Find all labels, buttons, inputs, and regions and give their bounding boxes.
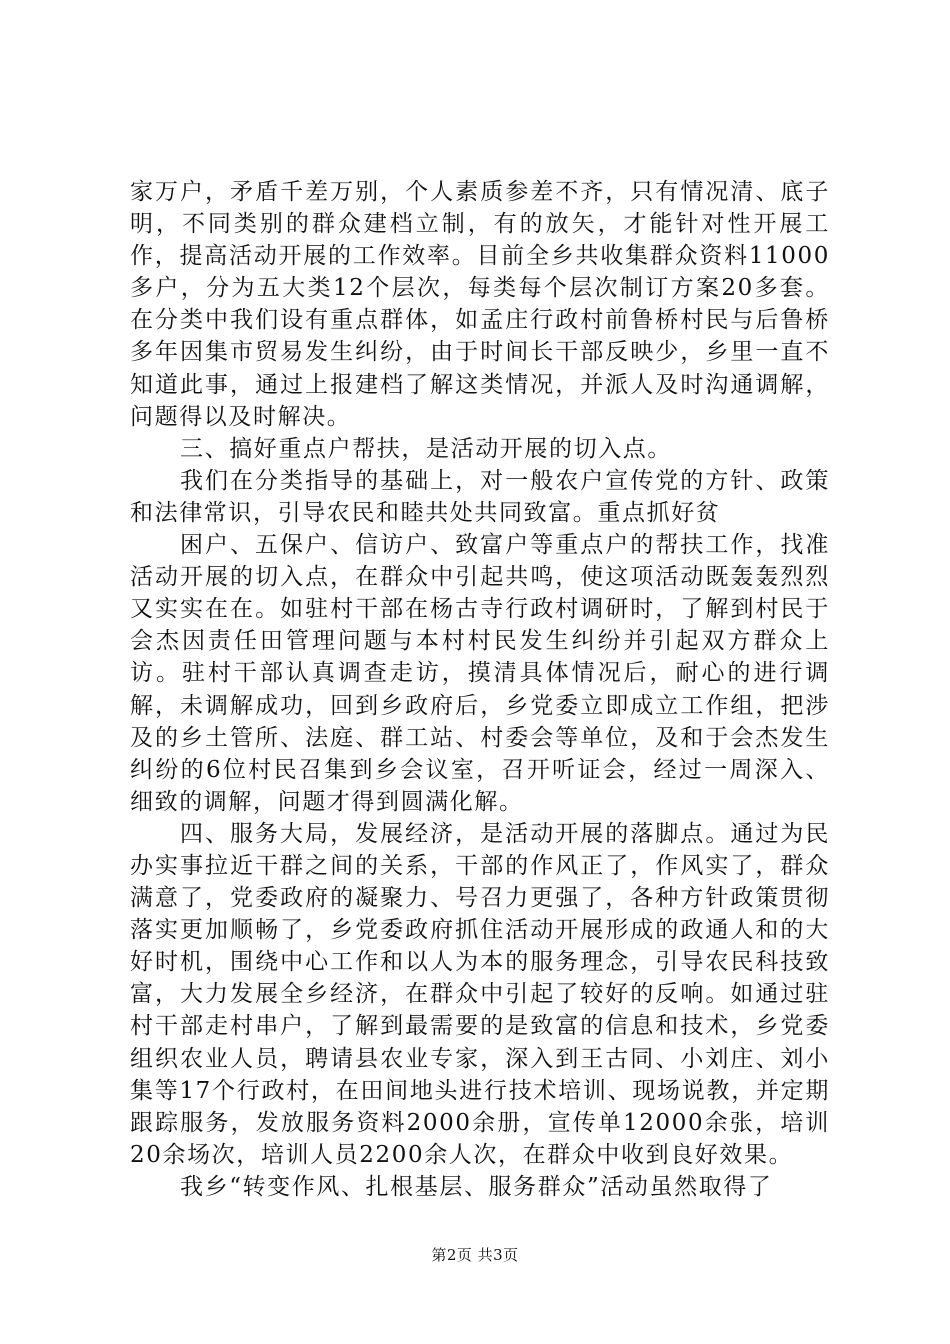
- document-body: [130, 176, 830, 1203]
- paragraph-key-households: 困户、五保户、信访户、致富户等重点户的帮扶工作，找准活动开展的切入点，在群众中引起共鸣，使这项活动既轰轰烈烈又实实在在。如驻村干部在杨古寺行政村调研时，了解到村民于会杰因责任田管理问题与本村村民发生纠纷并引起双方群众上访。驻村干部认真调查走访，摸清具体情况后，耐心的进行调解，未调解成功，回到乡政府后，乡党委立即成立工作组，把涉及的乡土管所、法庭、群工站、村委会等单位，及和于会杰发生纠纷的6位村民召集到乡会议室，召开听证会，经过一周深入、细致的调解，问题才得到圆满化解。: [130, 532, 830, 815]
- paragraph-conclusion-start: 我乡“转变作风、扎根基层、服务群众”活动虽然取得了: [180, 1173, 773, 1200]
- paragraph-continuation: 家万户，矛盾千差万别，个人素质参差不齐，只有情况清、底子明，不同类别的群众建档立制，有的放矢，才能针对性开展工作，提高活动开展的工作效率。目前全乡共收集群众资料11000多户，分为五大类12个层次，每类每个层次制订方案20多套。在分类中我们设有重点群体，如孟庄行政村前鲁桥村民与后鲁桥多年因集市贸易发生纠纷，由于时间长干部反映少，乡里一直不知道此事，通过上报建档了解这类情况，并派人及时沟通调解，问题得以及时解决。: [130, 179, 830, 430]
- section-heading-three: 三、搞好重点户帮扶，是活动开展的切入点。: [180, 435, 672, 462]
- paragraph-guidance: 我们在分类指导的基础上，对一般农户宣传党的方针、政策和法律常识，引导农民和睦共处共同致富。重点抓好贫: [130, 467, 830, 526]
- page-footer: 第2页 共3页: [431, 1246, 519, 1264]
- section-heading-four: 四、服务大局，发展经济，是活动开展的落脚点。通过为民办实事拉近干群之间的关系，干部的作风正了，作风实了，群众满意了，党委政府的凝聚力、号召力更强了，各种方针政策贯彻落实更加顺畅了，乡党委政府抓住活动开展形成的政通人和的大好时机，围绕中心工作和以人为本的服务理念，引导农民科技致富，大力发展全乡经济，在群众中引起了较好的反响。如通过驻村干部走村串户，了解到最需要的是致富的信息和技术，乡党委组织农业人员，聘请县农业专家，深入到王古同、小刘庄、刘小集等17个行政村，在田间地头进行技术培训、现场说教，并定期跟踪服务，发放服务资料2000余册，宣传单12000余张，培训20余场次，培训人员2200余人次，在群众中收到良好效果。: [130, 820, 830, 1168]
